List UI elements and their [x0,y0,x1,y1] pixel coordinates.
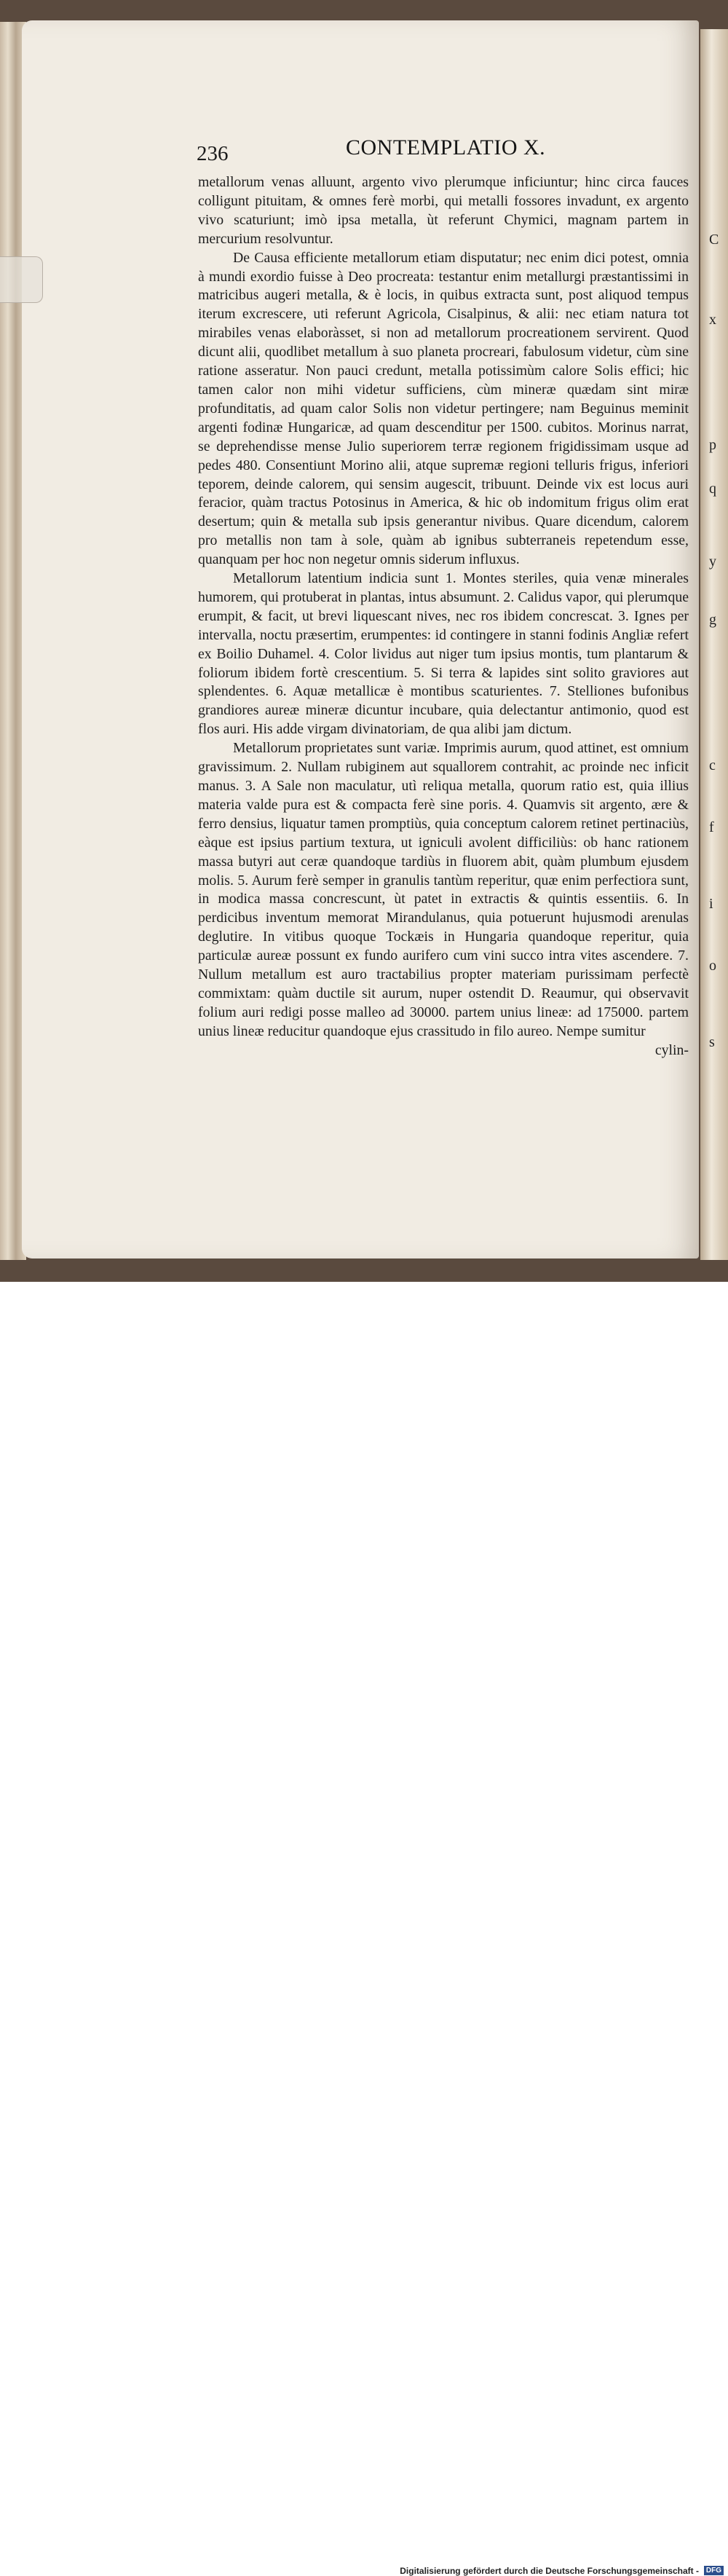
catchword: cylin- [654,1041,689,1058]
paragraph: De Causa efficiente metallorum etiam disputatur; nec enim dici potest, omnia à mundi exordio fuisse à Deo procreata: testantur enim metallurgi præstantissimi in matricibus augeri metalla, & è locis, in quibus extracta sunt, post aliquod tempus iterum excrescere, uti referunt Agricola, Cisalpinus, & alii: nec etiam natura tot mirabiles venas elaboràsset, si non ad metallorum procreationem servirent. Quod dicunt alii, quodlibet metallum à suo planeta procreari, fabulosum videtur, cùm sine ratione asseratur. Non pauci credunt, metalla potissimùm calore Solis effici; hic tamen calor non mihi videtur sufficiens, cùm mineræ quædam sint miræ profunditatis, ad quam calor Solis non videtur pertingere; nam Beguinus meminit argenti fodinæ Hungaricæ, ad quam descenditur per 1500. cubitos. Morinus narrat, se deprehendisse mense Julio superiorem terræ regionem frigidissimam usque ad pedes 480. Consentiunt Morino alii, atque supremæ regioni telluris frigus, inferiori teporem, deinde calorem, qui sensim augescit, tribuunt. Deinde vix est locus auri feracior, quàm tractus Potosinus in America, & hic ob indomitum frigus olim erat desertum; quin & metalla sub ipsis generantur nivibus. Quare dicendum, calorem pro metallis non tam à sole, quàm ab ignibus subterraneis repetendum esse, quanquam per hoc non negetur omnis siderum influxus. [198,249,689,568]
edge-letter: p [709,437,716,453]
edge-letter: x [709,312,716,328]
body-text [198,173,689,1060]
paragraph: metallorum venas alluunt, argento vivo plerumque inficiuntur; hinc circa fauces colligunt pituitam, & omnes ferè morbi, qui metalli fossores invadunt, ex argento vivo scaturiunt; imò ipsa metalla, ùt referunt Chymici, magnam partem in mercurium resolvuntur. [198,174,689,247]
digitization-credit: Digitalisierung gefördert durch die Deutsche Forschungsgemeinschaft - [400,2566,699,2576]
footer-bar [0,1282,728,2576]
edge-letter: g [709,612,716,628]
running-head: CONTEMPLATIO X. [346,135,546,159]
paragraph: Metallorum proprietates sunt variæ. Imprimis aurum, quod attinet, est omnium gravissimum. 2. Nullam rubiginem aut squallorem contrahit, ac proinde nec inficit manus. 3. A Sale non maculatur, utì reliqua metalla, quorum ratio est, quia illius materia valde pura est & compacta ferè sine poris. 4. Quamvis sit argento, ære & ferro densius, liquatur tamen promptiùs, quia conceptum calorem retinet pertinaciùs, eàque est ipsius partium textura, ut igniculi avolent difficiliùs: ob hanc rationem massa butyri aut ceræ quandoque tardiùs in fluorem abit, quàm plumbum ejusdem molis. 5. Aurum ferè semper in granulis tantùm reperitur, quæ enim perfectiora sunt, in modica massa concrescunt, ùt patet in extractis & quintis essentiis. 6. In perdicibus inventum memorat Mirandulanus, quia potuerunt hujusmodi arenulas deglutire. In vitibus quoque Tockæis in Hungaria quandoque reperitur, quia particulæ aureæ possunt ex fundo aurifero cum vini succo intra vites ascendere. 7. Nullum metallum est auro tractabilius propter materiam purissimam perfectè commixtam: quàm ductile sit aurum, nuper ostendit D. Reaumur, qui observavit folium auri redigi posse malleo ad 30000. partem unius lineæ: ad 175000. partem unius lineæ reducitur quandoque ejus crassitudo in filo aureo. Nempe sumitur [198,740,689,1039]
edge-letter: s [709,1034,715,1050]
paragraph: Metallorum latentium indicia sunt 1. Montes steriles, quia venæ minerales humorem, qui protuberat in plantas, intus absumunt. 2. Calidus vapor, qui plerumque erumpit, & facit, ut brevi liquescant nives, nec ros ibidem concrescat. 3. Ignes per intervalla, noctu præsertim, erumpentes: id contingere in stanni fodinis Angliæ refert ex Boilio Duhamel. 4. Color lividus aut niger tum ipsius montis, tum plantarum & foliorum ibidem fortè crescentium. 5. Si terra & lapides sint solito graviores aut splendentes. 6. Aquæ metallicæ è montibus scaturientes. 7. Stelliones bufonibus grandiores aureæ mineræ dicuntur incubare, quia delectantur antimonio, quod est flos auri. His adde virgam divinatoriam, de qua alibi jam dictum. [198,570,689,738]
bookmark-tab [0,256,43,303]
page-number: 236 [197,142,229,165]
edge-letter: y [709,554,716,570]
edge-letter: o [709,958,716,974]
right-page-edges [700,29,728,1260]
edge-letter: C [709,232,719,248]
edge-letter: i [709,896,713,912]
edge-letter: q [709,481,716,497]
dfg-logo: DFG [704,2566,724,2575]
book-scan [0,0,728,1282]
edge-letter: c [709,757,716,773]
edge-letter: f [709,819,714,835]
